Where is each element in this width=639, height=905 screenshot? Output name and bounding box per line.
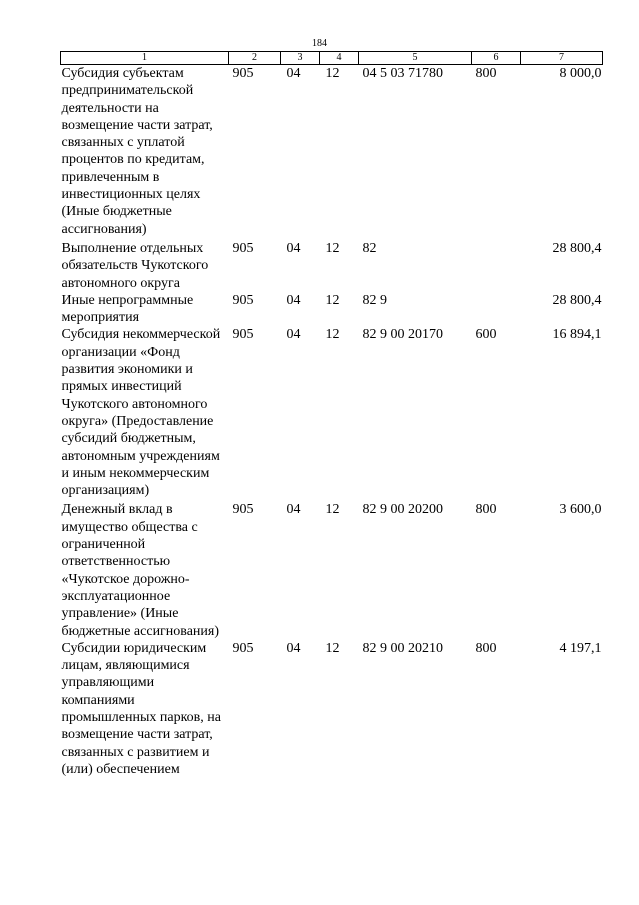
ministry-code: 905 [232,640,254,656]
item-name: Выполнение отдельных обязательств Чукотского автономного округа [61,240,209,291]
item-name: Денежный вклад в имущество общества с ограниченной ответственностью «Чукотское дорожно-эксплуатационное управление» (Иные бюджетные ассигнования) [61,502,220,639]
column-header: 4 [320,52,359,65]
table-row [61,238,603,292]
ministry-code: 905 [232,292,254,308]
item-name: Субсидия субъектам предпринимательской деятельности на возмещение части затрат, связанных с уплатой процентов по кредитам, привлеченным в инвестиционных целях (Иные бюджетные ассигнования) [61,66,213,237]
section-code: 04 [286,240,301,256]
table-row [61,292,603,327]
expense-type-code [472,292,521,327]
column-header: 2 [229,52,281,65]
section-code: 04 [286,66,301,81]
target-article-code: 82 [362,240,377,256]
expense-type-code: 800 [475,66,497,81]
expense-type-code: 800 [475,640,497,656]
section-code: 04 [286,640,301,656]
subsection-code: 12 [325,66,340,81]
column-header: 3 [281,52,320,65]
section-code: 04 [286,502,301,518]
amount: 28 800,4 [552,292,602,308]
amount: 4 197,1 [559,640,602,656]
table-row [61,65,603,238]
expense-type-code [472,238,521,292]
ministry-code: 905 [232,327,254,343]
subsection-code: 12 [325,240,340,256]
ministry-code: 905 [232,240,254,256]
column-number-row [61,52,603,65]
amount: 16 894,1 [552,327,602,343]
amount: 3 600,0 [559,502,602,518]
expense-type-code: 800 [475,502,497,518]
amount: 8 000,0 [559,66,602,81]
target-article-code: 82 9 00 20170 [362,327,443,343]
target-article-code: 04 5 03 71780 [362,66,443,81]
subsection-code: 12 [325,292,340,308]
expense-type-code: 600 [475,327,497,343]
target-article-code: 82 9 00 20210 [362,640,443,656]
target-article-code: 82 9 00 20200 [362,502,443,518]
table-row [61,326,603,499]
subsection-code: 12 [325,640,340,656]
column-header: 1 [61,52,229,65]
table-body [61,65,603,779]
ministry-code: 905 [232,502,254,518]
column-header: 6 [472,52,521,65]
item-name: Иные непрограммные мероприятия [61,292,194,326]
table-row [61,499,603,639]
table-header [61,52,603,65]
target-article-code: 82 9 [362,292,387,308]
table-row [61,640,603,778]
section-code: 04 [286,292,301,308]
column-header: 7 [521,52,603,65]
item-name: Субсидии юридическим лицам, являющимися управляющими компаниями промышленных парков, на возмещение части затрат, связанных с развитием и (или) обеспечением [61,640,221,777]
page-number: 184 [312,38,327,49]
subsection-code: 12 [325,327,340,343]
subsection-code: 12 [325,502,340,518]
amount: 28 800,4 [552,240,602,256]
section-code: 04 [286,327,301,343]
budget-table [60,51,603,778]
ministry-code: 905 [232,66,254,81]
column-header: 5 [359,52,472,65]
item-name: Субсидия некоммерческой организации «Фонд развития экономики и прямых инвестиций Чукотского автономного округа» (Предоставление субсидий бюджетным, автономным учреждениям и иным некоммерческим организациям) [61,327,221,499]
